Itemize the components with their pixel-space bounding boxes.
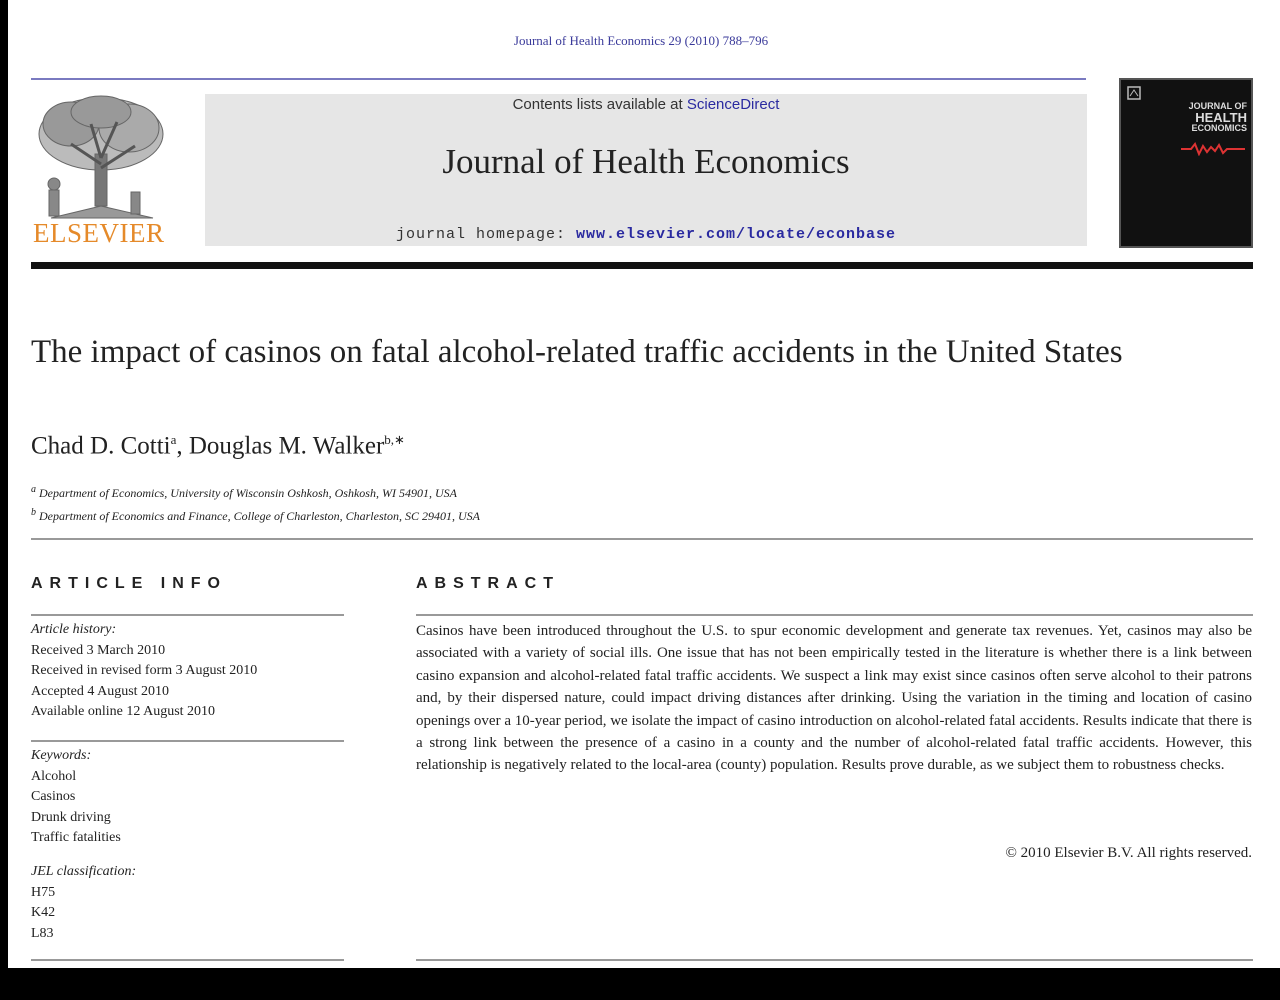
affiliations bbox=[31, 480, 480, 526]
jel-label: JEL classification: bbox=[31, 864, 137, 879]
keyword-item: Drunk driving bbox=[31, 809, 111, 825]
jel-classification bbox=[31, 862, 136, 944]
cover-emblem-icon bbox=[1127, 86, 1141, 100]
journal-homepage-line bbox=[205, 226, 1087, 243]
abstract-bottom-rule bbox=[416, 959, 1253, 961]
author-affiliation-mark[interactable]: a bbox=[170, 432, 177, 447]
author-name: Douglas M. Walker bbox=[188, 432, 385, 460]
contents-prefix: Contents lists available at bbox=[512, 96, 687, 113]
history-item: Accepted 4 August 2010 bbox=[31, 683, 170, 699]
sciencedirect-link[interactable]: ScienceDirect bbox=[686, 96, 780, 113]
abstract-rule bbox=[416, 614, 1253, 616]
cover-title bbox=[1173, 102, 1247, 133]
keyword-item: Casinos bbox=[31, 789, 76, 804]
keyword-item: Alcohol bbox=[31, 768, 77, 784]
homepage-prefix: journal homepage: bbox=[395, 226, 576, 243]
header-bottom-rule bbox=[31, 262, 1253, 269]
elsevier-tree-icon bbox=[31, 94, 173, 222]
section-divider bbox=[31, 538, 1253, 540]
cover-ecg-graphic bbox=[1181, 142, 1245, 156]
header-top-rule bbox=[31, 78, 1086, 80]
article-info-bottom-rule bbox=[31, 959, 344, 961]
journal-cover-thumbnail[interactable] bbox=[1119, 78, 1253, 248]
affiliation-mark: a bbox=[31, 484, 36, 495]
contents-line bbox=[205, 96, 1087, 113]
author-list bbox=[31, 432, 405, 460]
cover-title-line: ECONOMICS bbox=[1191, 123, 1247, 133]
journal-banner bbox=[205, 94, 1087, 246]
keywords-label: Keywords: bbox=[31, 748, 92, 763]
author-affiliation-mark[interactable]: b,∗ bbox=[384, 432, 405, 447]
history-item: Received 3 March 2010 bbox=[31, 642, 166, 658]
affiliation-line bbox=[31, 503, 480, 526]
affiliation-line bbox=[31, 480, 480, 503]
history-item: Received in revised form 3 August 2010 bbox=[31, 663, 258, 678]
jel-code: H75 bbox=[31, 884, 56, 900]
cover-title-line: JOURNAL OF bbox=[1188, 101, 1247, 111]
history-label: Article history: bbox=[31, 622, 117, 637]
author-separator: , bbox=[176, 432, 189, 460]
affiliation-text: Department of Economics and Finance, College of Charleston, Charleston, SC 29401, USA bbox=[36, 509, 480, 523]
affiliation-mark: b bbox=[31, 507, 36, 518]
jel-code: L83 bbox=[31, 925, 54, 941]
journal-citation[interactable]: Journal of Health Economics 29 (2010) 788–796 bbox=[513, 33, 769, 48]
article-info-heading: ARTICLE INFO bbox=[31, 575, 227, 592]
homepage-link[interactable]: www.elsevier.com/locate/econbase bbox=[575, 226, 897, 243]
affiliation-text: Department of Economics, University of Wisconsin Oshkosh, Oshkosh, WI 54901, USA bbox=[36, 486, 457, 500]
article-history bbox=[31, 620, 257, 723]
keywords bbox=[31, 746, 121, 849]
abstract-heading: ABSTRACT bbox=[416, 575, 560, 592]
journal-title: Journal of Health Economics bbox=[442, 142, 850, 181]
elsevier-logo bbox=[31, 94, 181, 252]
article-title: The impact of casinos on fatal alcohol-related traffic accidents in the United States bbox=[31, 334, 1123, 370]
copyright-notice: © 2010 Elsevier B.V. All rights reserved. bbox=[1005, 845, 1252, 861]
article-info-rule bbox=[31, 740, 344, 742]
history-item: Available online 12 August 2010 bbox=[31, 704, 216, 719]
cover-title-line: HEALTH bbox=[1195, 110, 1247, 125]
author-name: Chad D. Cotti bbox=[31, 432, 171, 460]
article-page bbox=[8, 0, 1280, 968]
article-info-rule bbox=[31, 614, 344, 616]
jel-code: K42 bbox=[31, 905, 56, 920]
abstract-text: Casinos have been introduced throughout the U.S. to spur economic development and generate tax revenues. Yet, casinos may also be associated with a variety of social ills. One issue that has not been empirically tested in the literature is whether there is a link between casino expansion and alcohol-related fatal traffic accidents. We suspect a link may exist since casinos often serve alcohol to their patrons and, by their dispersed nature, could impact driving distances after drinking. Using the variation in the timing and location of casino openings over a 10-year period, we isolate the impact of casino introduction on alcohol-related fatal accidents. Results indicate that there is a strong link between the presence of a casino in a county and the number of alcohol-related fatal traffic accidents. However, this relationship is negatively related to the local-area (county) population. Results prove durable, as we subject them to robustness checks. bbox=[416, 623, 1252, 774]
keyword-item: Traffic fatalities bbox=[31, 830, 121, 845]
publisher-name: ELSEVIER bbox=[33, 218, 165, 248]
